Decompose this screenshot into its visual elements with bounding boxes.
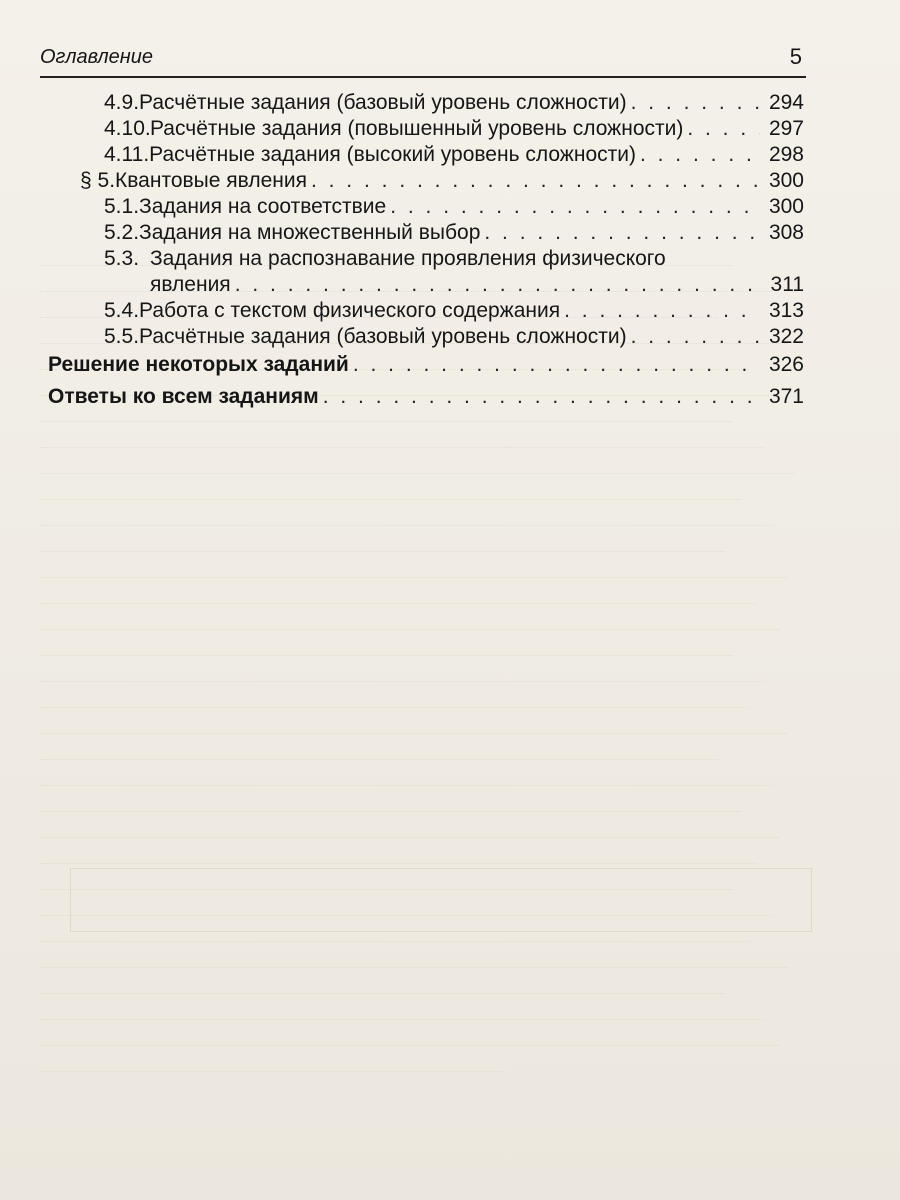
toc-entry-4-10[interactable] [104,116,804,142]
toc-entry-title: Задания на распознавание проявления физического [150,247,666,270]
leader-dots [484,220,760,246]
leader-dots [311,168,760,194]
toc-entry-title: Расчётные задания (базовый уровень сложности) [139,325,627,348]
toc-entry-title: Работа с текстом физического содержания [139,299,561,322]
leader-dots [631,324,760,350]
toc-entry-number: 5.4. [104,299,140,322]
toc-entry-5-3[interactable] [104,246,804,272]
toc-entry-title: Задания на множественный выбор [139,221,481,244]
leader-dots [353,352,760,378]
toc-entry-number: 5.2. [104,221,140,244]
leader-dots [687,116,760,142]
running-header [40,40,806,78]
toc-entry-5-3-continuation[interactable] [150,272,804,298]
toc-entry-answers[interactable] [48,384,804,410]
leader-dots [564,298,760,324]
toc-entry-5-4[interactable] [104,298,804,324]
toc-entry-page: 300 [768,169,804,192]
toc-entry-5-2[interactable] [104,220,804,246]
leader-dots [631,90,760,116]
leader-dots [235,272,760,298]
toc-entry-number: 5.3. [104,247,140,270]
toc-entry-section-5[interactable] [80,168,804,194]
toc-entry-number: 5.1. [104,195,140,218]
toc-entry-title: Ответы ко всем заданиям [48,385,319,408]
toc-entry-5-5[interactable] [104,324,804,350]
bleed-through-frame [70,868,812,932]
toc-entry-title: Расчётные задания (базовый уровень сложности) [139,91,627,114]
toc-entry-page: 371 [768,385,804,408]
toc-entry-title: Задания на соответствие [139,195,387,218]
toc-entry-page: 300 [768,195,804,218]
toc-entry-number: 4.11. [104,143,150,166]
toc-entry-solutions[interactable] [48,352,804,378]
toc-entry-page: 297 [768,117,804,140]
toc-entry-page: 311 [770,273,804,296]
header-title: Оглавление [40,46,154,68]
toc-entry-5-1[interactable] [104,194,804,220]
toc-entry-page: 322 [768,325,804,348]
toc-entry-page: 326 [768,353,804,376]
toc-entry-number: § 5. [80,169,116,192]
toc-entry-title: Квантовые явления [115,169,307,192]
leader-dots [323,384,760,410]
toc-entry-page: 313 [768,299,804,322]
toc-entry-page: 298 [768,143,804,166]
toc-entry-title: Расчётные задания (повышенный уровень сложности) [150,117,684,140]
toc-entry-4-9[interactable] [104,90,804,116]
toc-entry-page: 294 [768,91,804,114]
toc-entry-page: 308 [768,221,804,244]
toc-entry-title: Решение некоторых заданий [48,353,349,376]
toc-entry-4-11[interactable] [104,142,804,168]
toc-entry-number: 4.9. [104,91,140,114]
header-page-number: 5 [789,44,802,69]
toc-entry-title: Расчётные задания (высокий уровень сложности) [149,143,636,166]
leader-dots [640,142,760,168]
toc-entry-number: 5.5. [104,325,140,348]
toc-entry-number: 4.10. [104,117,151,140]
toc-entry-title-continuation: явления [150,273,231,296]
leader-dots [390,194,760,220]
